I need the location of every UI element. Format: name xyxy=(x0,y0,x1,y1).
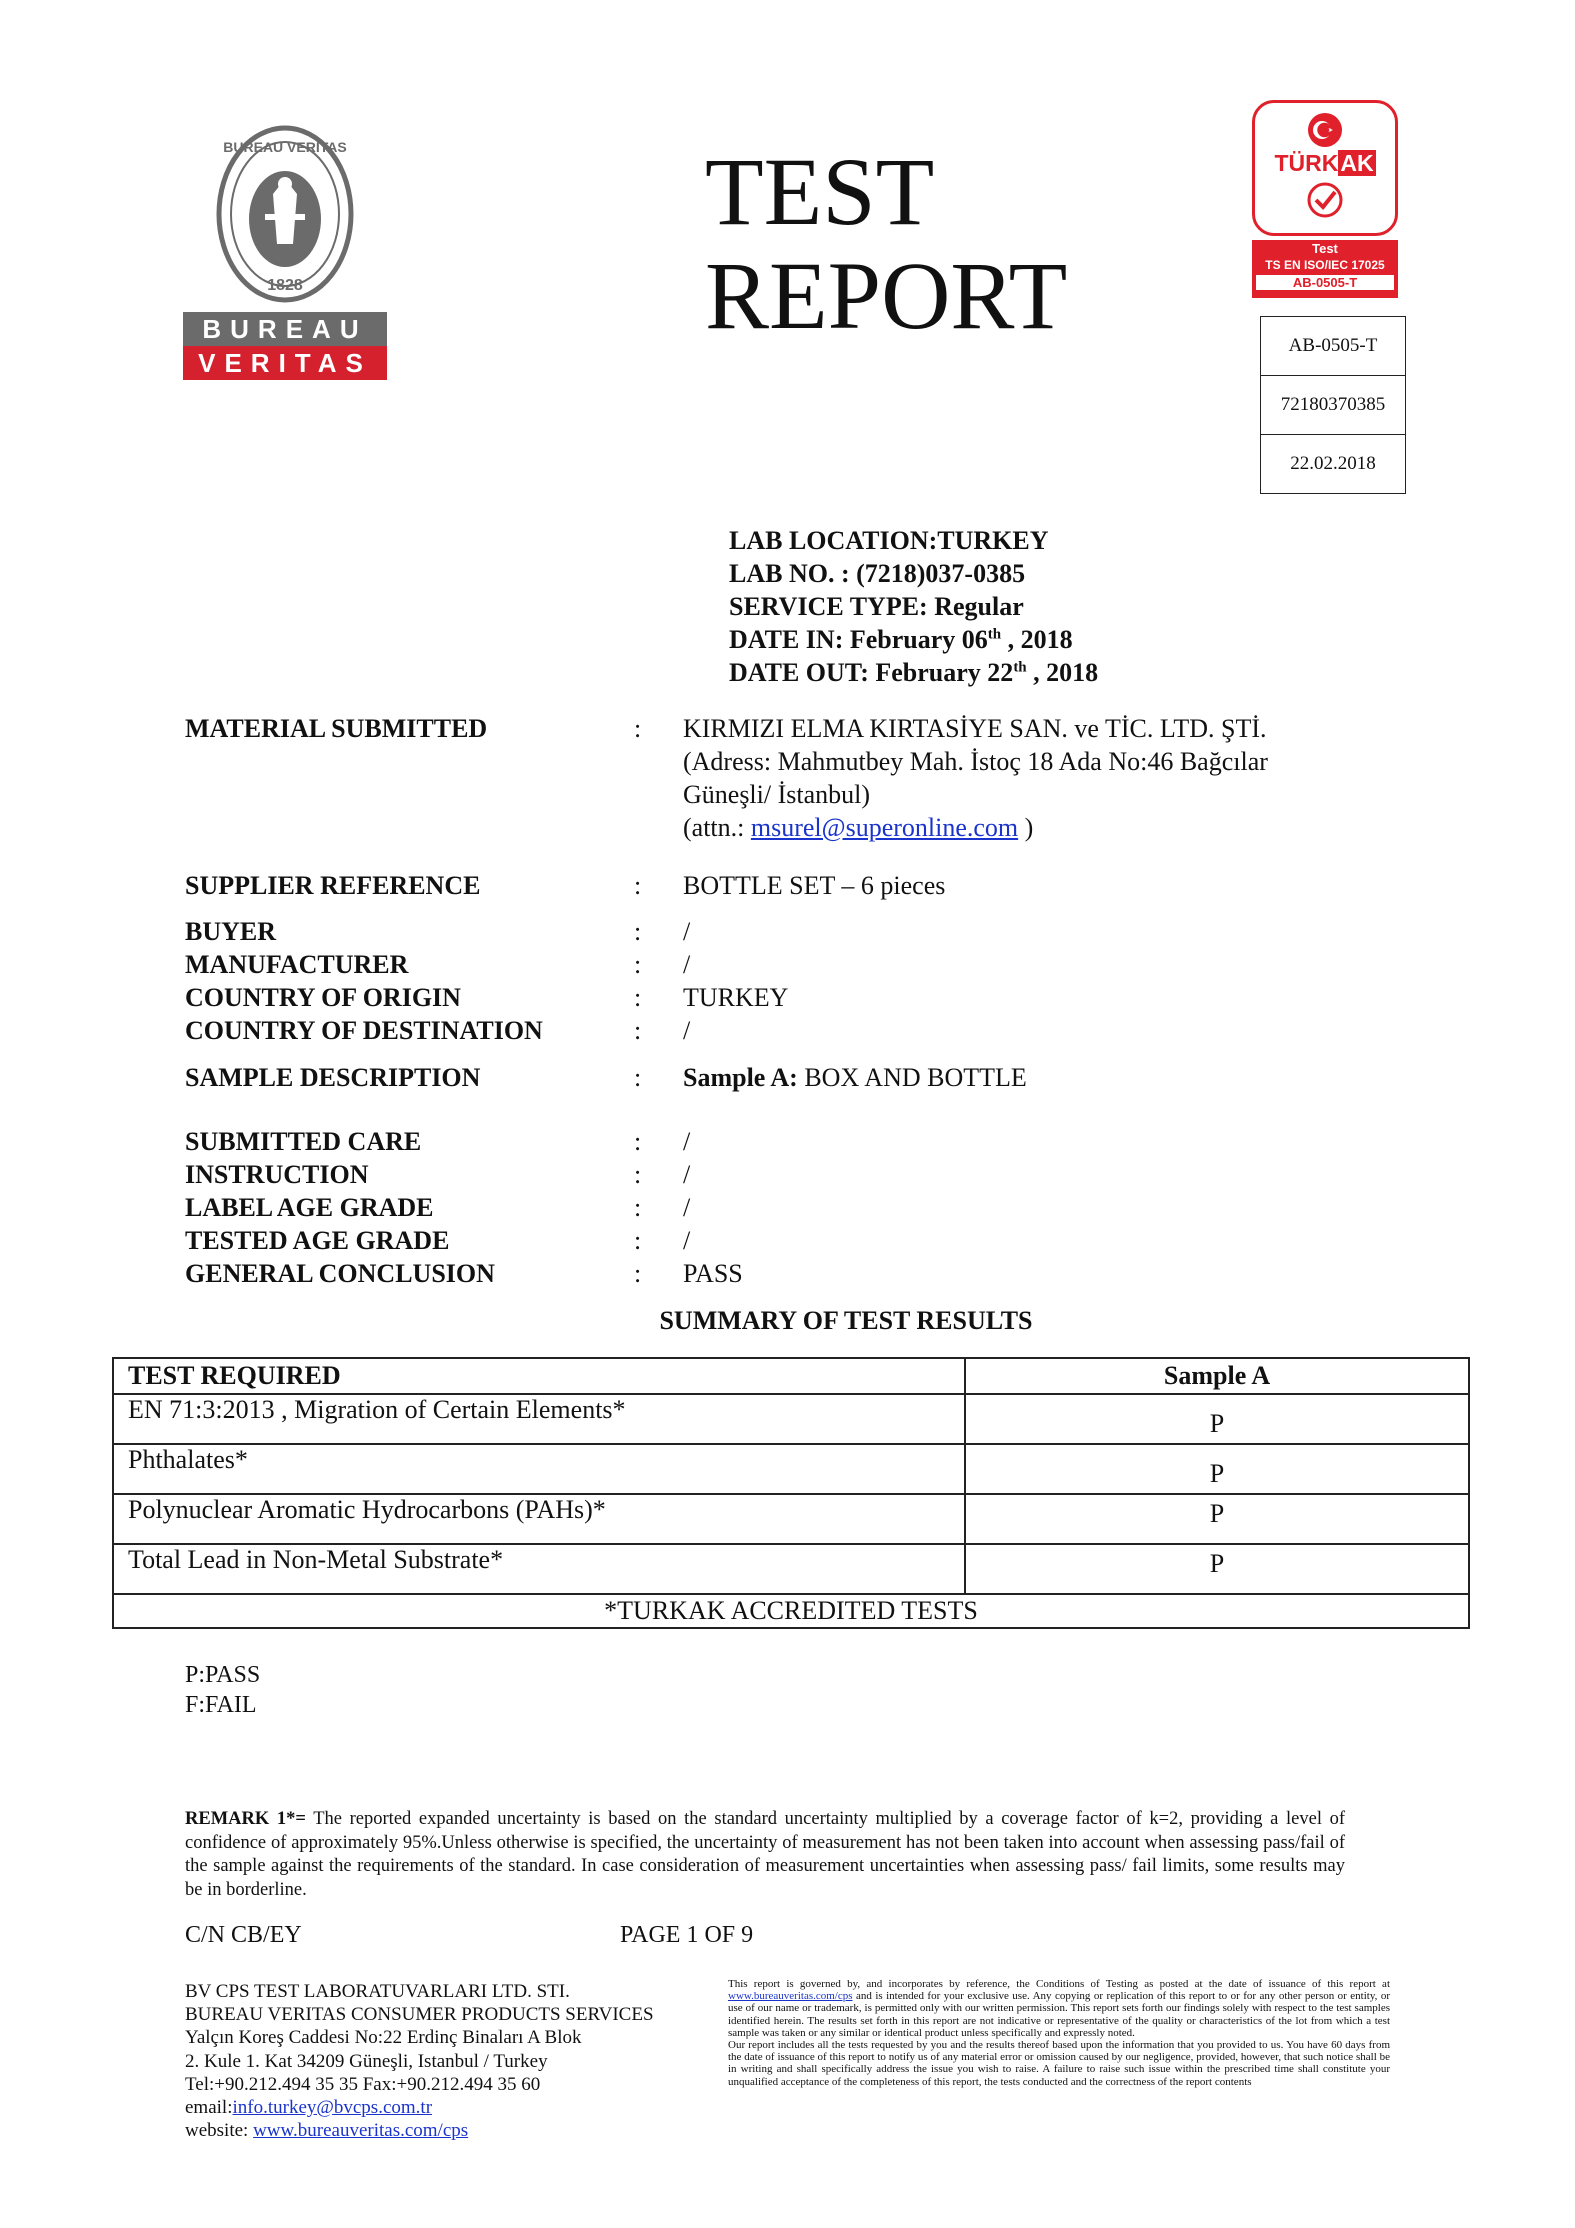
date-out-main: DATE OUT: February 22 xyxy=(729,658,1014,687)
turkak-accreditation-badge xyxy=(1252,100,1398,300)
attn-email-link[interactable]: msurel@superonline.com xyxy=(750,813,1019,842)
legend-pass: P:PASS xyxy=(185,1662,261,1688)
test-name: EN 71:3:2013 , Migration of Certain Elements* xyxy=(113,1394,965,1444)
checkmark-icon xyxy=(1305,180,1345,220)
website-prefix: website: xyxy=(185,2120,254,2142)
tested-age-grade-label: TESTED AGE GRADE xyxy=(185,1226,450,1255)
bureau-veritas-seal-icon xyxy=(215,124,355,304)
test-name: Phthalates* xyxy=(113,1444,965,1494)
date-in-sup: th xyxy=(987,626,1002,643)
submitted-care-value: / xyxy=(683,1127,691,1156)
service-type: SERVICE TYPE: Regular xyxy=(729,592,1024,621)
company-line-4: 2. Kule 1. Kat 34209 Güneşli, Istanbul / Turkey xyxy=(185,2050,548,2072)
label-age-grade-label: LABEL AGE GRADE xyxy=(185,1193,434,1222)
turkak-line-1: Test xyxy=(1312,241,1338,256)
email-link[interactable]: info.turkey@bvcps.com.tr xyxy=(232,2097,433,2119)
company-website xyxy=(185,2119,654,2142)
disclaimer-paragraph-1 xyxy=(728,1978,1390,2039)
date-in-year: , 2018 xyxy=(1001,625,1073,654)
summary-title: SUMMARY OF TEST RESULTS xyxy=(659,1306,1033,1335)
date-out-year: , 2018 xyxy=(1026,658,1099,687)
lab-number: LAB NO. : (7218)037-0385 xyxy=(729,559,1026,588)
material-submitted-value xyxy=(683,712,1268,844)
title-line-2: REPORT xyxy=(705,242,1068,349)
test-result: P xyxy=(965,1444,1469,1494)
colon: : xyxy=(634,1160,642,1189)
colon: : xyxy=(634,983,642,1012)
country-of-origin-label: COUNTRY OF ORIGIN xyxy=(185,983,461,1012)
summary-table xyxy=(112,1357,1470,1629)
test-name: Total Lead in Non-Metal Substrate* xyxy=(113,1544,965,1594)
general-conclusion-value: PASS xyxy=(683,1259,743,1288)
company-info xyxy=(185,1980,654,2142)
colon: : xyxy=(634,714,642,743)
colon: : xyxy=(634,1193,642,1222)
colon: : xyxy=(634,1226,642,1255)
turkak-brand-ak: AK xyxy=(1340,150,1374,176)
company-line-2: BUREAU VERITAS CONSUMER PRODUCTS SERVICES xyxy=(185,2004,654,2026)
turkish-flag-icon xyxy=(1307,112,1343,148)
turkak-line-2: TS EN ISO/IEC 17025 xyxy=(1265,258,1385,272)
attn-suffix: ) xyxy=(1018,813,1034,842)
disclaimer-text-a: This report is governed by, and incorporates by reference, the Conditions of Testing as posted at the date of issuance of this report at xyxy=(728,1978,1390,1990)
company-line-5: Tel:+90.212.494 35 35 Fax:+90.212.494 35 60 xyxy=(185,2073,541,2095)
company-email xyxy=(185,2096,654,2119)
disclaimer-paragraph-2: Our report includes all the tests requested by you and the results thereof based upon the information that you provided to us. You have 60 days from the date of issuance of this report to notify us of any material error or omission caused by our negligence, provided, however, that such notice shall be in writing and shall specifically address the issue you wish to raise. A failure to raise such issue within the prescribed time shall constitute your unqualified acceptance of the completeness of this report, the tests conducted and the correctness of the report contents xyxy=(728,2039,1390,2088)
lab-info xyxy=(729,524,1098,689)
disclaimer-text-b: and is intended for your exclusive use. Any copying or replication of this report to or for any other person or entity, or use of our name or trademark, is permitted only with our written permission. This report sets forth our findings solely with respect to the test samples identified herein. The results set forth in this report are not indicative or representative of the quality or characteristics of the lot from which a test sample was taken or any similar or identical product unless specifically and expressly noted. xyxy=(728,1990,1390,2039)
country-of-destination-value: / xyxy=(683,1016,691,1045)
colon: : xyxy=(634,871,642,900)
sample-desc-text: BOX AND BOTTLE xyxy=(797,1063,1027,1092)
submitted-care-label: SUBMITTED CARE xyxy=(185,1127,422,1156)
sample-id: Sample A: xyxy=(683,1063,798,1092)
supplier-reference-label: SUPPLIER REFERENCE xyxy=(185,871,481,900)
table-row xyxy=(113,1394,1469,1444)
country-of-origin-value: TURKEY xyxy=(683,983,789,1012)
instruction-value: / xyxy=(683,1160,691,1189)
country-of-destination-label: COUNTRY OF DESTINATION xyxy=(185,1016,543,1045)
disclaimer-link[interactable]: www.bureauveritas.com/cps xyxy=(728,1990,853,2003)
test-result: P xyxy=(965,1394,1469,1444)
date-in-main: DATE IN: February 06 xyxy=(729,625,988,654)
legend-fail: F:FAIL xyxy=(185,1692,257,1718)
report-title xyxy=(705,140,1067,348)
turkak-line-3: AB-0505-T xyxy=(1256,275,1394,290)
date-in xyxy=(729,623,1098,656)
buyer-label: BUYER xyxy=(185,917,277,946)
test-result: P xyxy=(965,1544,1469,1594)
manufacturer-value: / xyxy=(683,950,691,979)
material-address-2: Güneşli/ İstanbul) xyxy=(683,780,871,809)
tested-age-grade-value: / xyxy=(683,1226,691,1255)
remark-text: The reported expanded uncertainty is based on the standard uncertainty multiplied by a coverage factor of k=2, providing a level of confidence of approximately 95%.Unless otherwise is specified, the uncertainty of measurement has not been taken into account when assessing pass/fail of the sample against the requirements of the standard. In case consideration of measurement uncertainties when assessing pass/ fail limits, some results may be in borderline. xyxy=(185,1809,1345,1900)
remark xyxy=(185,1808,1345,1902)
website-link[interactable]: www.bureauveritas.com/cps xyxy=(253,2120,469,2142)
buyer-value: / xyxy=(683,917,691,946)
result-legend xyxy=(185,1660,260,1720)
material-attn xyxy=(683,811,1268,844)
seal-text: BUREAU VERITAS xyxy=(223,139,347,155)
test-result: P xyxy=(965,1494,1469,1544)
bureau-veritas-logo xyxy=(183,124,387,384)
instruction-label: INSTRUCTION xyxy=(185,1160,369,1189)
email-prefix: email: xyxy=(185,2097,233,2119)
lab-location: LAB LOCATION:TURKEY xyxy=(729,526,1049,555)
date-out xyxy=(729,656,1098,689)
colon: : xyxy=(634,917,642,946)
label-age-grade-value: / xyxy=(683,1193,691,1222)
reference-box xyxy=(1260,316,1406,494)
general-conclusion-label: GENERAL CONCLUSION xyxy=(185,1259,495,1288)
company-line-1: BV CPS TEST LABORATUVARLARI LTD. STI. xyxy=(185,1981,570,2002)
material-company: KIRMIZI ELMA KIRTASİYE SAN. ve TİC. LTD. ŞTİ. xyxy=(683,714,1267,743)
logo-veritas-bar: VERITAS xyxy=(183,346,387,380)
turkak-accreditation-label xyxy=(1252,240,1398,298)
logo-bureau-bar: BUREAU xyxy=(183,312,387,346)
table-header-row xyxy=(113,1358,1469,1394)
turkak-brand-main: TÜRK xyxy=(1274,150,1339,176)
supplier-reference-value: BOTTLE SET – 6 pieces xyxy=(683,871,946,900)
col-sample-a: Sample A xyxy=(965,1358,1469,1394)
page-number: PAGE 1 OF 9 xyxy=(620,1922,754,1948)
company-line-3: Yalçın Koreş Caddesi No:22 Erdinç Binaları A Blok xyxy=(185,2027,582,2049)
attn-prefix: (attn.: xyxy=(683,813,751,842)
test-name: Polynuclear Aromatic Hydrocarbons (PAHs)* xyxy=(113,1494,965,1544)
title-line-1: TEST xyxy=(705,138,935,245)
colon: : xyxy=(634,1259,642,1288)
colon: : xyxy=(634,1127,642,1156)
colon: : xyxy=(634,1063,642,1092)
table-footer-row xyxy=(113,1594,1469,1628)
sample-description-value xyxy=(683,1061,1027,1094)
accreditation-number: AB-0505-T xyxy=(1261,317,1405,376)
table-row xyxy=(113,1494,1469,1544)
colon: : xyxy=(634,950,642,979)
accredited-tests-note: *TURKAK ACCREDITED TESTS xyxy=(113,1594,1469,1628)
cn-code: C/N CB/EY xyxy=(185,1922,302,1948)
sample-description-label: SAMPLE DESCRIPTION xyxy=(185,1063,481,1092)
report-number: 72180370385 xyxy=(1261,376,1405,435)
legal-disclaimer xyxy=(728,1978,1390,2088)
manufacturer-label: MANUFACTURER xyxy=(185,950,409,979)
report-date: 22.02.2018 xyxy=(1290,453,1376,474)
material-submitted-label: MATERIAL SUBMITTED xyxy=(185,714,488,743)
material-address-1: (Adress: Mahmutbey Mah. İstoç 18 Ada No:46 Bağcılar xyxy=(683,747,1268,776)
colon: : xyxy=(634,1016,642,1045)
seal-year: 1828 xyxy=(267,277,303,294)
date-out-sup: th xyxy=(1013,659,1027,676)
table-row xyxy=(113,1444,1469,1494)
col-test-required: TEST REQUIRED xyxy=(113,1358,965,1394)
table-row xyxy=(113,1544,1469,1594)
turkak-wordmark xyxy=(1252,150,1398,177)
remark-label: REMARK 1*= xyxy=(185,1809,306,1829)
